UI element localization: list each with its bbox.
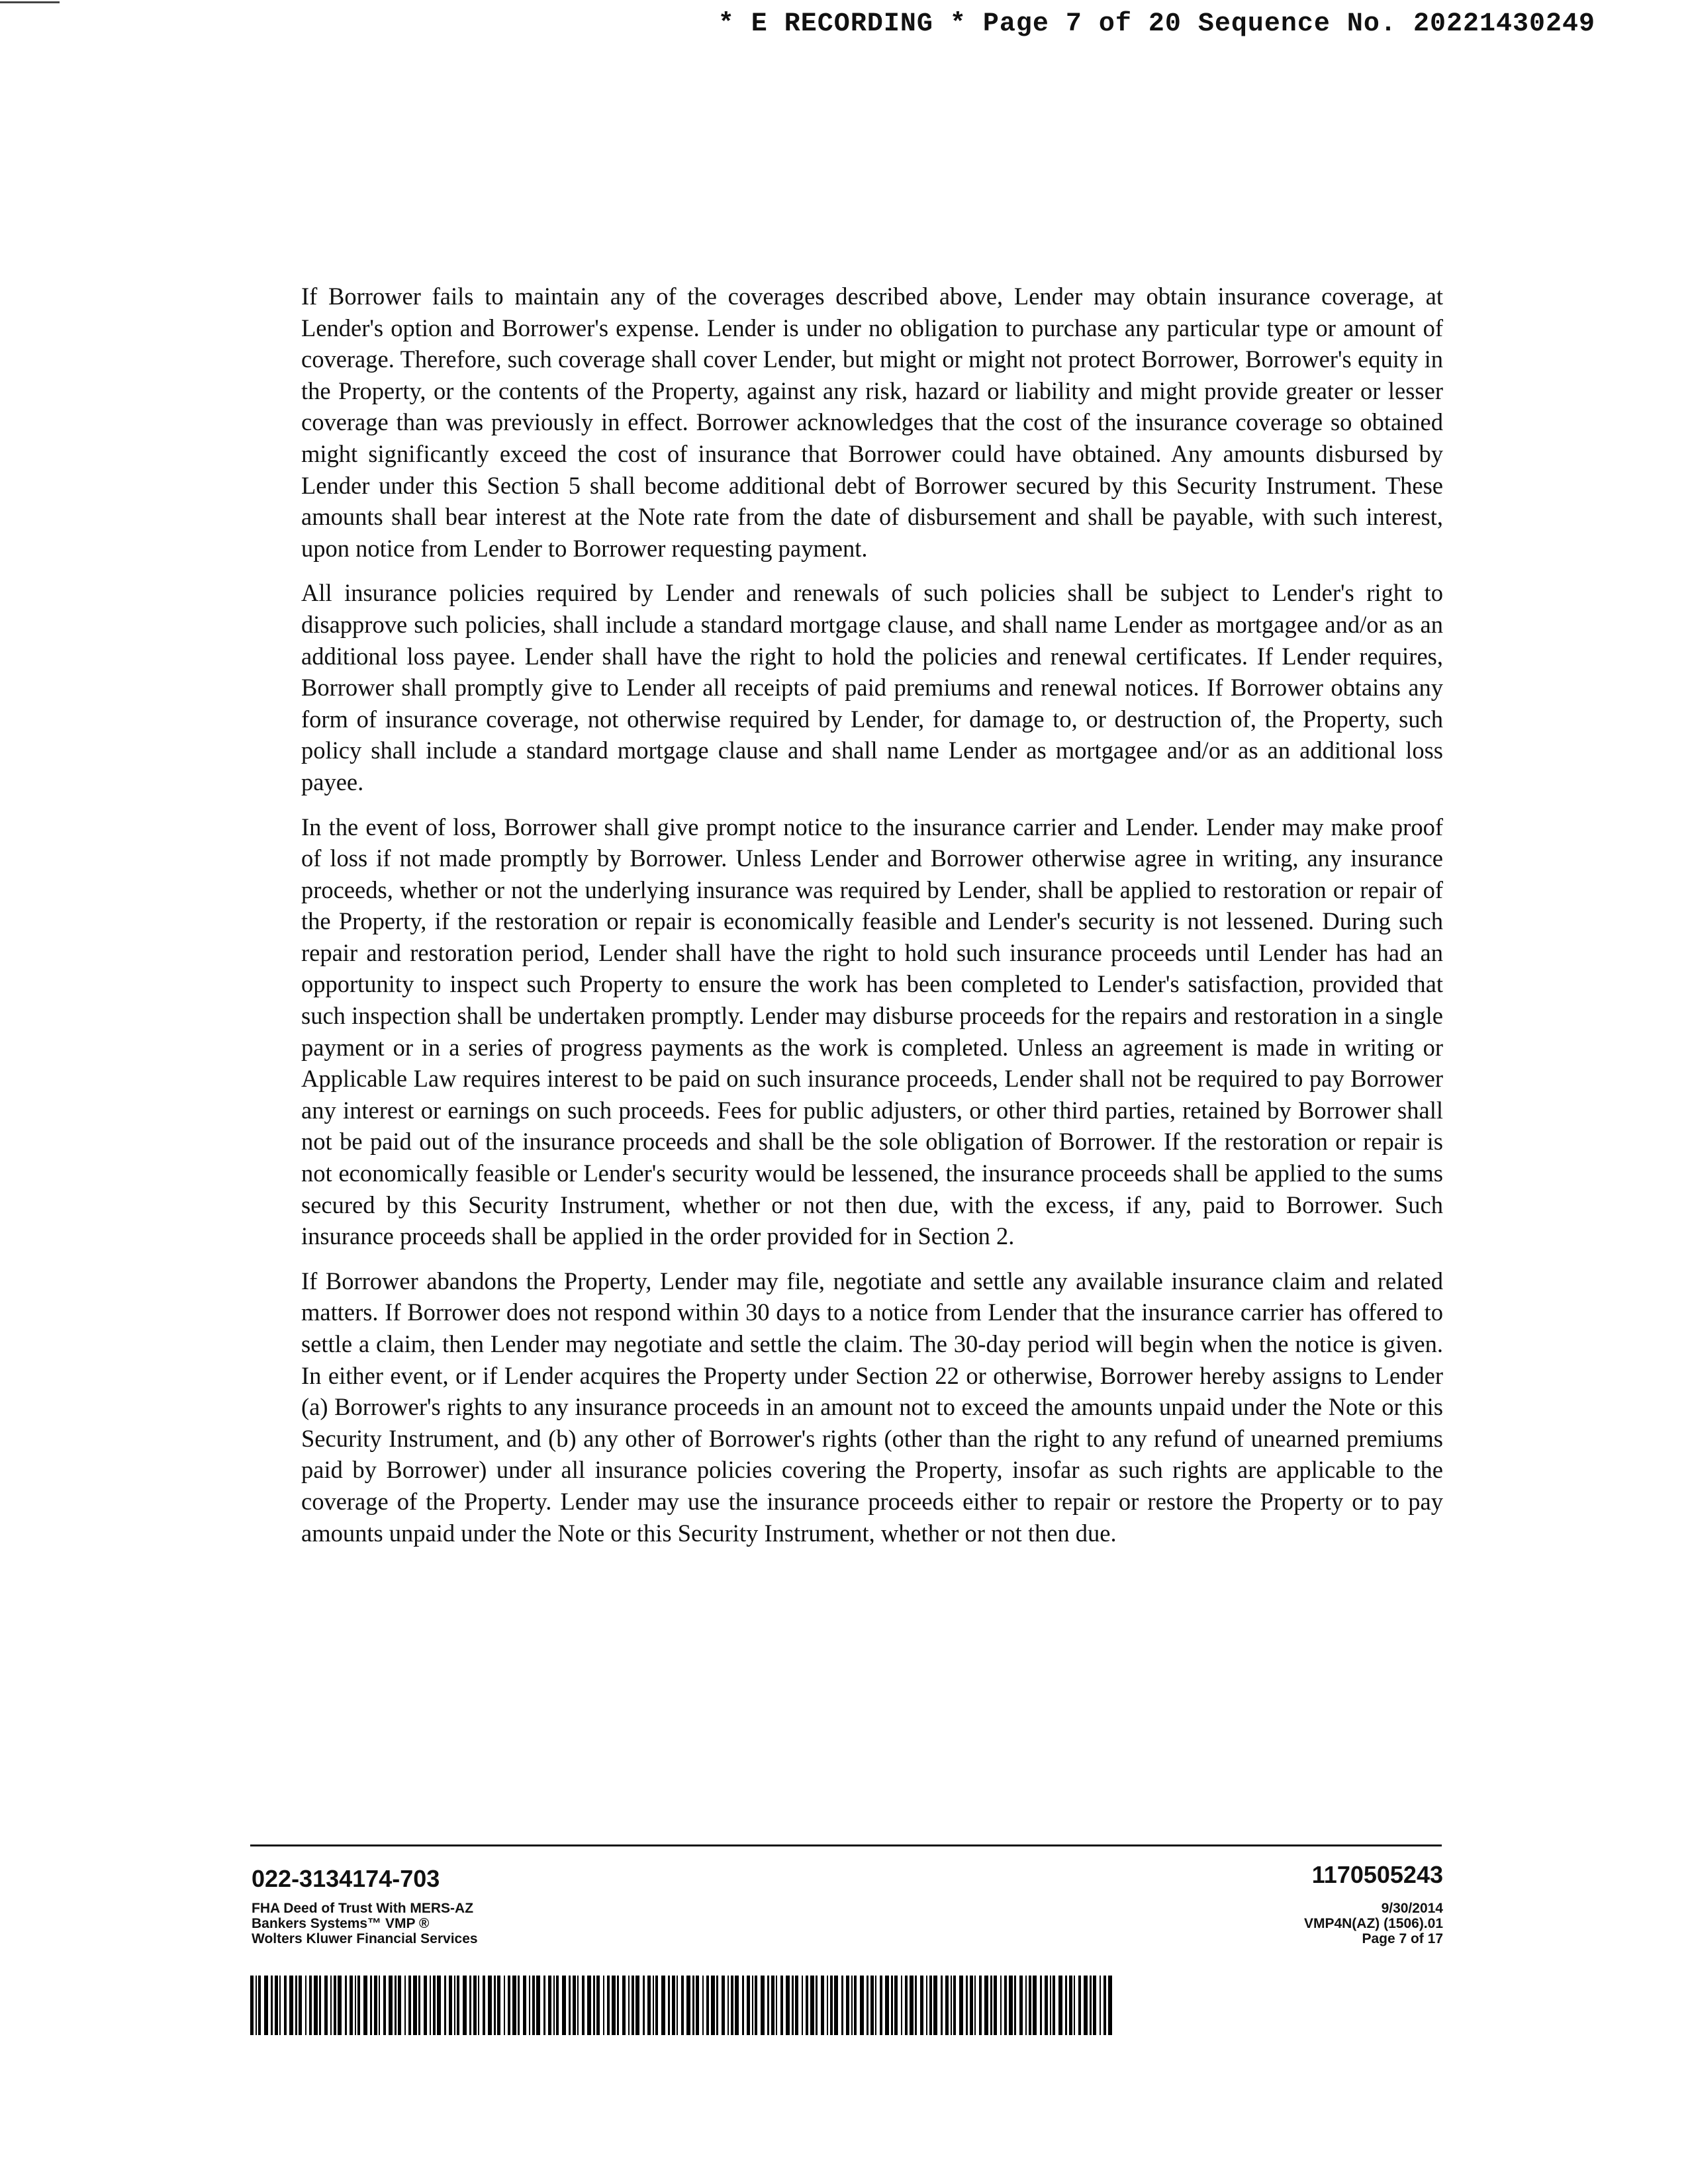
barcode-bar xyxy=(841,1976,843,2035)
barcode-bar xyxy=(1040,1976,1042,2035)
barcode-bar xyxy=(457,1976,459,2035)
barcode-bar xyxy=(518,1976,520,2035)
barcode-bar xyxy=(504,1976,505,2035)
barcode-bar xyxy=(1033,1976,1037,2035)
barcode-bar xyxy=(933,1976,937,2035)
barcode-bar xyxy=(299,1976,302,2035)
barcode-bar xyxy=(478,1976,479,2035)
barcode-bar xyxy=(1103,1976,1106,2035)
paragraph-insurance-coverage: If Borrower fails to maintain any of the coverages described above, Lender may obtain insurance coverage, at Lender's option and Borrower's expense. Lender is under no obligation to purchase any particular type or amount of coverage. Therefore, such coverage shall cover Lender, but might or might not protect Borrower, Borrower's equity in the Property, or the contents of the Property, against any risk, hazard or liability and might provide greater or lesser coverage than was previously in effect. Borrower acknowledges that the cost of the insurance coverage so obtained might significantly exceed the cost of insurance that Borrower could have obtained. Any amounts disbursed by Lender under this Section 5 shall become additional debt of Borrower secured by this Security Instrument. These amounts shall bear interest at the Note rate from the date of disbursement and shall be payable, with such interest, upon notice from Lender to Borrower requesting payment. xyxy=(301,283,1443,562)
barcode-bar xyxy=(761,1976,765,2035)
barcode-bar xyxy=(990,1976,992,2035)
barcode-bar xyxy=(771,1976,774,2035)
barcode-bar xyxy=(984,1976,988,2035)
barcode-bar xyxy=(970,1976,973,2035)
barcode-bar xyxy=(433,1976,436,2035)
barcode-bar xyxy=(953,1976,956,2035)
barcode-bar xyxy=(1100,1976,1101,2035)
form-info xyxy=(252,1901,478,1946)
recording-header: * E RECORDING * Page 7 of 20 Sequence No. 20221430249 xyxy=(718,9,1595,39)
barcode-bar xyxy=(577,1976,579,2035)
barcode-bar xyxy=(686,1976,690,2035)
barcode-bar xyxy=(497,1976,500,2035)
barcode-bar xyxy=(1108,1976,1112,2035)
barcode-bar xyxy=(553,1976,555,2035)
barcode-bar xyxy=(508,1976,510,2035)
barcode-bar xyxy=(383,1976,386,2035)
form-meta xyxy=(1304,1901,1443,1946)
barcode-bar xyxy=(532,1976,535,2035)
barcode-bar xyxy=(994,1976,997,2035)
barcode-bar xyxy=(587,1976,591,2035)
barcode-bar xyxy=(1093,1976,1096,2035)
barcode-bar xyxy=(635,1976,639,2035)
barcode-bar xyxy=(1004,1976,1007,2035)
barcode-bar xyxy=(854,1976,857,2035)
barcode-bar xyxy=(910,1976,914,2035)
barcode-bar xyxy=(792,1976,794,2035)
footer-divider xyxy=(250,1844,1442,1846)
barcode-bar xyxy=(653,1976,654,2035)
barcode-bar xyxy=(305,1976,306,2035)
barcode-bar xyxy=(926,1976,927,2035)
paragraph-insurance-policies: All insurance policies required by Lender and renewals of such policies shall be subject to Lender's right to disapprove such policies, shall include a standard mortgage clause, and shall name Lender as mortgagee and/or as an additional loss payee. Lender shall have the right to hold the policies and renewal certificates. If Lender requires, Borrower shall promptly give to Lender all receipts of paid premiums and renewal notices. If Borrower obtains any form of insurance coverage, not otherwise required by Lender, for damage to, or destruction of, the Property, such policy shall include a standard mortgage clause and shall name Lender as mortgagee and/or as an additional loss payee. xyxy=(301,579,1443,796)
barcode-bar xyxy=(1090,1976,1092,2035)
barcode-bar xyxy=(979,1976,982,2035)
barcode-bar xyxy=(1045,1976,1048,2035)
barcode-bar xyxy=(846,1976,849,2035)
barcode-bar xyxy=(692,1976,694,2035)
barcode-bar xyxy=(582,1976,585,2035)
barcode-bar xyxy=(1050,1976,1051,2035)
barcode-bar xyxy=(596,1976,600,2035)
barcode-bar xyxy=(473,1976,477,2035)
barcode-bar xyxy=(1000,1976,1002,2035)
barcode-bar xyxy=(556,1976,559,2035)
barcode-bar xyxy=(755,1976,757,2035)
paragraph-abandonment: If Borrower abandons the Property, Lender may file, negotiate and settle any available insurance claim and related matters. If Borrower does not respond within 30 days to a notice from Lender that the insurance carrier has offered to settle a claim, then Lender may negotiate and settle the claim. The 30-day period will begin when the notice is given. In either event, or if Lender acquires the Property under Section 22 or otherwise, Borrower hereby assigns to Lender (a) Borrower's rights to any insurance proceeds in an amount not to exceed the amounts unpaid under the Note or this Security Instrument, and (b) any other of Borrower's rights (other than the right to any refund of unearned premiums paid by Borrower) under all insurance policies covering the Property, insofar as such rights are applicable to the coverage of the Property. Lender may use the insurance proceeds either to repair or restore the Property or to pay amounts unpaid under the Note or this Security Instrument, whether or not then due. xyxy=(301,1267,1443,1547)
barcode-bar xyxy=(295,1976,297,2035)
barcode-bar xyxy=(1019,1976,1023,2035)
form-code: VMP4N(AZ) (1506).01 xyxy=(1303,1916,1443,1931)
barcode-bar xyxy=(529,1976,530,2035)
barcode-bar xyxy=(330,1976,332,2035)
barcode-bar xyxy=(612,1976,616,2035)
barcode-bar xyxy=(379,1976,380,2035)
barcode-bar xyxy=(891,1976,893,2035)
barcode-bar xyxy=(677,1976,678,2035)
barcode-bar xyxy=(870,1976,874,2035)
barcode-bar xyxy=(628,1976,630,2035)
barcode-bar xyxy=(711,1976,715,2035)
barcode-bar xyxy=(929,1976,932,2035)
barcode-bar xyxy=(1058,1976,1062,2035)
barcode-bar xyxy=(374,1976,377,2035)
barcode-bar xyxy=(1014,1976,1016,2035)
barcode-bar xyxy=(830,1976,833,2035)
barcode-bar xyxy=(1084,1976,1088,2035)
barcode-bar xyxy=(355,1976,356,2035)
barcode-bar xyxy=(951,1976,952,2035)
barcode-bar xyxy=(827,1976,828,2035)
barcode-bar xyxy=(523,1976,526,2035)
loan-number: 022-3134174-703 xyxy=(252,1865,440,1892)
barcode-bar xyxy=(334,1976,336,2035)
barcode-bar xyxy=(395,1976,397,2035)
barcode-bar xyxy=(735,1976,739,2035)
barcode-bar xyxy=(569,1976,571,2035)
barcode-bar xyxy=(430,1976,431,2035)
barcode-bar xyxy=(821,1976,824,2035)
barcode-bar xyxy=(920,1976,923,2035)
barcode-bar xyxy=(573,1976,576,2035)
barcode-bar xyxy=(449,1976,452,2035)
barcode-bar xyxy=(357,1976,360,2035)
barcode-bar xyxy=(424,1976,427,2035)
barcode-bar xyxy=(1065,1976,1067,2035)
barcode-bar xyxy=(860,1976,864,2035)
barcode-bar xyxy=(742,1976,744,2035)
barcode-bar xyxy=(463,1976,467,2035)
barcode-bar xyxy=(786,1976,790,2035)
barcode-bar xyxy=(258,1976,261,2035)
barcode-bar xyxy=(747,1976,750,2035)
barcode-bar xyxy=(543,1976,545,2035)
barcode-bar xyxy=(363,1976,367,2035)
form-publisher: Bankers Systems™ VMP ® xyxy=(252,1916,430,1931)
barcode-bar xyxy=(289,1976,293,2035)
form-date: 9/30/2014 xyxy=(1381,1901,1443,1916)
barcode-bar xyxy=(264,1976,268,2035)
barcode-bar xyxy=(562,1976,566,2035)
document-body xyxy=(301,281,1443,1562)
form-title: FHA Deed of Trust With MERS-AZ xyxy=(252,1901,474,1916)
barcode-bar xyxy=(279,1976,281,2035)
barcode-bar xyxy=(1074,1976,1075,2035)
barcode-bar xyxy=(350,1976,353,2035)
barcode-bar xyxy=(655,1976,658,2035)
barcode-bar xyxy=(959,1976,963,2035)
barcode-bar xyxy=(706,1976,709,2035)
barcode-bar xyxy=(851,1976,853,2035)
barcode-bar xyxy=(469,1976,471,2035)
barcode-bar xyxy=(632,1976,634,2035)
barcode-bar xyxy=(672,1976,675,2035)
barcode-bar xyxy=(795,1976,798,2035)
barcode-bar xyxy=(945,1976,949,2035)
barcode-bar xyxy=(731,1976,733,2035)
barcode-bar xyxy=(418,1976,420,2035)
barcode xyxy=(250,1976,1114,2035)
barcode-bar xyxy=(607,1976,610,2035)
barcode-bar xyxy=(810,1976,814,2035)
paragraph-event-of-loss: In the event of loss, Borrower shall give prompt notice to the insurance carrier and Lender. Lender may make proof of loss if not made promptly by Borrower. Unless Lender and Borrower otherwise agree in writing, any insurance proceeds, whether or not the underlying insurance was required by Lender, shall be applied to restoration or repair of the Property, if the restoration or repair is economically feasible and Lender's security is not lessened. During such repair and restoration period, Lender shall have the right to hold such insurance proceeds until Lender has had an opportunity to inspect such Property to ensure the work has been completed to Lender's satisfaction, provided that such inspection shall be undertaken promptly. Lender may disburse proceeds for the repairs and restoration in a single payment or in a series of progress payments as the work is completed. Unless an agreement is made in writing or Applicable Law requires interest to be paid on such insurance proceeds, Lender shall not be required to pay Borrower any interest or earnings on such proceeds. Fees for public adjusters, or other third parties, retained by Borrower shall not be paid out of the insurance proceeds and shall be the sole obligation of Borrower. If the restoration or repair is not economically feasible or Lender's security would be lessened, the insurance proceeds shall be applied to the sums secured by this Security Instrument, whether or not then due, with the excess, if any, paid to Borrower. Such insurance proceeds shall be applied in the order provided for in Section 2. xyxy=(301,813,1443,1250)
form-company: Wolters Kluwer Financial Services xyxy=(252,1931,478,1946)
barcode-bar xyxy=(767,1976,769,2035)
barcode-bar xyxy=(802,1976,803,2035)
barcode-bar xyxy=(250,1976,254,2035)
barcode-bar xyxy=(875,1976,876,2035)
barcode-bar xyxy=(894,1976,898,2035)
barcode-bar xyxy=(806,1976,808,2035)
barcode-bar xyxy=(834,1976,838,2035)
barcode-bar xyxy=(668,1976,670,2035)
barcode-bar xyxy=(1069,1976,1072,2035)
barcode-bar xyxy=(966,1976,968,2035)
barcode-bar xyxy=(309,1976,312,2035)
barcode-bar xyxy=(548,1976,551,2035)
corner-scan-mark xyxy=(0,1,60,3)
barcode-bar xyxy=(696,1976,699,2035)
barcode-bar xyxy=(324,1976,328,2035)
barcode-bar xyxy=(752,1976,753,2035)
barcode-bar xyxy=(413,1976,417,2035)
barcode-bar xyxy=(408,1976,411,2035)
barcode-bar xyxy=(915,1976,917,2035)
barcode-bar xyxy=(1029,1976,1031,2035)
barcode-bar xyxy=(867,1976,868,2035)
barcode-bar xyxy=(661,1976,665,2035)
barcode-bar xyxy=(941,1976,943,2035)
barcode-bar xyxy=(617,1976,619,2035)
barcode-bar xyxy=(1078,1976,1081,2035)
barcode-bar xyxy=(716,1976,718,2035)
barcode-bar xyxy=(905,1976,908,2035)
barcode-bar xyxy=(444,1976,446,2035)
barcode-bar xyxy=(603,1976,604,2035)
barcode-bar xyxy=(536,1976,540,2035)
barcode-bar xyxy=(314,1976,318,2035)
barcode-bar xyxy=(483,1976,485,2035)
barcode-bar xyxy=(727,1976,729,2035)
barcode-bar xyxy=(494,1976,496,2035)
barcode-bar xyxy=(776,1976,777,2035)
barcode-bar xyxy=(275,1976,278,2035)
barcode-bar xyxy=(643,1976,645,2035)
barcode-bar xyxy=(1053,1976,1055,2035)
barcode-bar xyxy=(622,1976,626,2035)
barcode-bar xyxy=(454,1976,455,2035)
barcode-bar xyxy=(593,1976,595,2035)
barcode-bar xyxy=(702,1976,704,2035)
barcode-bar xyxy=(816,1976,818,2035)
barcode-bar xyxy=(404,1976,406,2035)
barcode-bar xyxy=(488,1976,492,2035)
barcode-bar xyxy=(398,1976,401,2035)
barcode-bar xyxy=(1009,1976,1013,2035)
barcode-bar xyxy=(885,1976,889,2035)
barcode-bar xyxy=(512,1976,516,2035)
barcode-bar xyxy=(722,1976,725,2035)
barcode-bar xyxy=(647,1976,651,2035)
barcode-bar xyxy=(284,1976,287,2035)
barcode-bar xyxy=(1025,1976,1027,2035)
barcode-bar xyxy=(437,1976,441,2035)
barcode-bar xyxy=(974,1976,976,2035)
barcode-bar xyxy=(389,1976,393,2035)
reference-number: 1170505243 xyxy=(1311,1861,1443,1888)
barcode-bar xyxy=(880,1976,882,2035)
barcode-bar xyxy=(271,1976,273,2035)
barcode-bar xyxy=(780,1976,783,2035)
barcode-bar xyxy=(345,1976,347,2035)
barcode-bar xyxy=(256,1976,257,2035)
barcode-bar xyxy=(338,1976,342,2035)
barcode-bar xyxy=(319,1976,321,2035)
barcode-bar xyxy=(901,1976,902,2035)
form-page-label: Page 7 of 17 xyxy=(1362,1931,1443,1946)
barcode-bar xyxy=(681,1976,684,2035)
barcode-bar xyxy=(370,1976,372,2035)
